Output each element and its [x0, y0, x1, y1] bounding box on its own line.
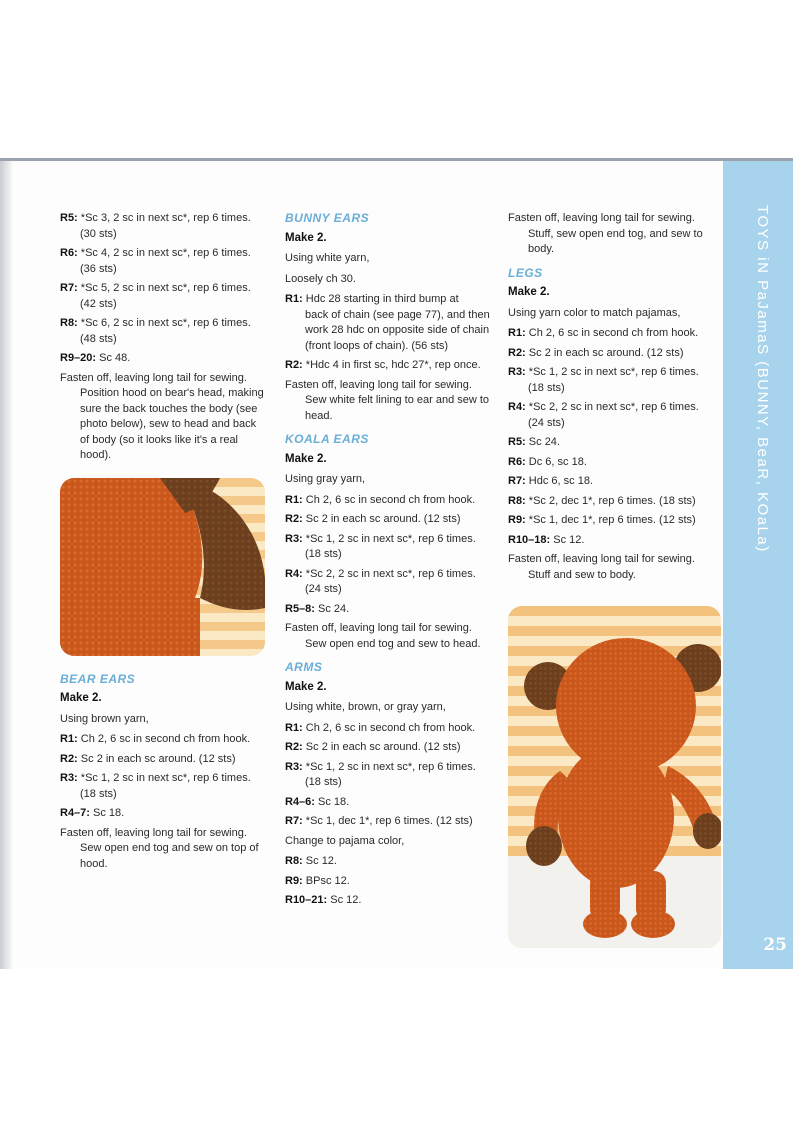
- row-continuation: (48 sts): [80, 332, 117, 345]
- arms-using: Using white, brown, or gray yarn,: [285, 701, 446, 713]
- pattern-row: [508, 326, 708, 342]
- row-label: R3:: [285, 760, 303, 773]
- row-instruction: *Sc 3, 2 sc in next sc*, rep 6 times.: [80, 212, 251, 224]
- row-continuation: (36 sts): [80, 262, 117, 275]
- hood-rows: [60, 211, 265, 367]
- row-instruction: *Sc 2, dec 1*, rep 6 times. (18 sts): [528, 494, 696, 507]
- row-instruction: *Sc 1, 2 sc in next sc*, rep 6 times.: [305, 532, 476, 545]
- pattern-row: [285, 814, 490, 830]
- row-instruction: *Sc 1, dec 1*, rep 6 times. (12 sts): [305, 815, 473, 827]
- arms-change-color: Change to pajama color,: [285, 834, 405, 847]
- pattern-row: [60, 281, 265, 312]
- row-label: R3:: [60, 772, 78, 784]
- legs-make: Make 2.: [508, 286, 550, 298]
- row-label: R5–8:: [285, 602, 315, 615]
- pattern-row: [285, 292, 490, 354]
- row-instruction: *Sc 1, dec 1*, rep 6 times. (12 sts): [528, 514, 696, 526]
- row-instruction: Sc 18.: [93, 807, 125, 819]
- bear-ears-heading: BEAR EARS: [60, 671, 136, 686]
- row-continuation: (18 sts): [528, 381, 565, 394]
- row-label: R2:: [285, 741, 303, 753]
- bear-ears-make: Make 2.: [60, 692, 102, 704]
- row-label: R6:: [508, 455, 526, 468]
- row-instruction: Sc 12.: [305, 855, 337, 867]
- koala-ears-using: Using gray yarn,: [285, 473, 366, 485]
- row-instruction: Ch 2, 6 sc in second ch from hook.: [305, 721, 476, 734]
- row-label: R2:: [285, 513, 303, 525]
- row-label: R8:: [60, 317, 78, 329]
- row-label: R4:: [508, 401, 526, 413]
- pattern-row: [508, 365, 708, 396]
- row-instruction: *Sc 6, 2 sc in next sc*, rep 6 times.: [80, 317, 251, 329]
- pattern-row: [60, 351, 265, 367]
- row-label: R1:: [285, 493, 303, 506]
- pattern-row: [285, 532, 490, 563]
- row-instruction: Sc 18.: [318, 795, 350, 808]
- pattern-row: [285, 567, 490, 598]
- column-2: [285, 211, 490, 913]
- row-instruction: Sc 2 in each sc around. (12 sts): [80, 752, 236, 765]
- arms-rows-pajama: [285, 854, 490, 909]
- row-continuation: (42 sts): [80, 297, 117, 310]
- row-continuation: back of chain (see page 77), and then work 28 hdc on opposite side of chain (front loops of chain). (56 sts): [305, 308, 490, 352]
- koala-ears-rows: [285, 493, 490, 618]
- bunny-ears-using: Using white yarn,: [285, 252, 370, 264]
- bunny-ears-rows: [285, 292, 490, 374]
- pattern-row: [285, 874, 490, 890]
- row-label: R5:: [60, 212, 78, 224]
- row-instruction: *Sc 2, 2 sc in next sc*, rep 6 times.: [528, 401, 699, 413]
- pattern-row: [285, 795, 490, 811]
- row-instruction: Hdc 28 starting in third bump at: [305, 293, 459, 305]
- row-label: R1:: [285, 293, 303, 305]
- row-label: R6:: [60, 247, 78, 259]
- row-label: R4:: [285, 567, 303, 580]
- row-label: R7:: [285, 815, 303, 827]
- koala-ears-fasten: Fasten off, leaving long tail for sewing. Sew open end tog and sew to head.: [285, 622, 481, 650]
- pattern-row: [60, 752, 265, 768]
- row-label: R2:: [60, 752, 78, 765]
- row-instruction: Sc 2 in each sc around. (12 sts): [528, 346, 684, 359]
- row-instruction: Ch 2, 6 sc in second ch from hook.: [305, 493, 476, 506]
- row-instruction: Sc 24.: [528, 436, 560, 448]
- pattern-row: [60, 211, 265, 242]
- row-instruction: Sc 2 in each sc around. (12 sts): [305, 741, 461, 753]
- pattern-row: [508, 533, 708, 549]
- legs-heading: LEGS: [508, 265, 543, 280]
- row-continuation: (18 sts): [305, 548, 342, 560]
- bunny-ears-make: Make 2.: [285, 231, 327, 244]
- hood-fasten-text: Fasten off, leaving long tail for sewing. Position hood on bear's head, making sure the back touches the body (see photo below), sew to head and back of body (so it looks like it's a real hood).: [60, 371, 264, 461]
- column-1: [60, 211, 265, 877]
- row-instruction: BPsc 12.: [305, 874, 350, 887]
- pattern-row: [60, 732, 265, 748]
- pattern-row: [508, 435, 708, 451]
- row-label: R4–7:: [60, 807, 90, 819]
- row-label: R2:: [508, 346, 526, 359]
- arms-make: Make 2.: [285, 680, 327, 693]
- pattern-row: [285, 493, 490, 509]
- pattern-row: [285, 854, 490, 870]
- pattern-row: [285, 740, 490, 756]
- row-instruction: Sc 12.: [330, 894, 362, 906]
- row-instruction: Ch 2, 6 sc in second ch from hook.: [80, 733, 251, 745]
- row-label: R7:: [60, 282, 78, 294]
- pattern-row: [60, 316, 265, 347]
- row-instruction: *Sc 1, 2 sc in next sc*, rep 6 times.: [528, 366, 699, 378]
- pattern-row: [508, 400, 708, 431]
- pattern-row: [285, 760, 490, 791]
- row-continuation: (18 sts): [305, 776, 342, 788]
- row-label: R7:: [508, 475, 526, 487]
- row-label: R8:: [285, 855, 303, 867]
- bear-back-photo: [508, 606, 721, 948]
- legs-using: Using yarn color to match pajamas,: [508, 306, 681, 319]
- row-continuation: (18 sts): [80, 787, 117, 800]
- arms-rows: [285, 721, 490, 830]
- bear-ears-using: Using brown yarn,: [60, 712, 149, 725]
- row-label: R3:: [285, 532, 303, 545]
- pattern-row: [508, 513, 708, 529]
- pattern-row: [285, 893, 490, 909]
- pattern-row: [508, 474, 708, 490]
- row-instruction: Ch 2, 6 sc in second ch from hook.: [528, 327, 699, 339]
- bunny-ears-chain: Loosely ch 30.: [285, 272, 356, 285]
- pattern-row: [508, 346, 708, 362]
- row-instruction: *Sc 2, 2 sc in next sc*, rep 6 times.: [305, 567, 476, 580]
- row-label: R8:: [508, 494, 526, 507]
- row-instruction: Sc 2 in each sc around. (12 sts): [305, 513, 461, 525]
- pattern-row: [285, 721, 490, 737]
- pattern-row: [60, 246, 265, 277]
- row-instruction: Dc 6, sc 18.: [528, 455, 587, 468]
- chapter-title: TOYS iN PaJamaS (BUNNY, BeaR, KOaLa): [754, 205, 771, 553]
- page-gutter-shadow: [0, 161, 12, 969]
- bear-ears-rows: [60, 732, 265, 822]
- row-continuation: (30 sts): [80, 227, 117, 240]
- pattern-row: [285, 512, 490, 528]
- book-page: [0, 158, 793, 969]
- row-instruction: Sc 12.: [553, 533, 585, 546]
- row-label: R2:: [285, 359, 303, 371]
- pattern-row: [508, 494, 708, 510]
- column-3: [508, 211, 708, 588]
- row-continuation: (24 sts): [305, 583, 342, 595]
- hood-detail-photo: [60, 478, 265, 656]
- koala-ears-make: Make 2.: [285, 452, 327, 465]
- chapter-band: [723, 161, 793, 969]
- row-label: R10–18:: [508, 533, 551, 546]
- row-instruction: *Sc 5, 2 sc in next sc*, rep 6 times.: [80, 282, 251, 294]
- arms-heading: ARMS: [285, 660, 323, 674]
- row-instruction: *Hdc 4 in first sc, hdc 27*, rep once.: [305, 359, 481, 371]
- row-label: R1:: [508, 327, 526, 339]
- row-instruction: Hdc 6, sc 18.: [528, 475, 593, 487]
- row-label: R1:: [60, 733, 78, 745]
- row-instruction: *Sc 1, 2 sc in next sc*, rep 6 times.: [80, 772, 251, 784]
- band-scallop-edge: [713, 161, 733, 969]
- legs-rows: [508, 326, 708, 548]
- row-instruction: Sc 48.: [99, 352, 131, 364]
- row-label: R10–21:: [285, 894, 328, 906]
- row-label: R4–6:: [285, 795, 315, 808]
- bunny-ears-heading: BUNNY EARS: [285, 211, 370, 225]
- row-instruction: *Sc 4, 2 sc in next sc*, rep 6 times.: [80, 247, 251, 259]
- pattern-row: [285, 602, 490, 618]
- legs-fasten: Fasten off, leaving long tail for sewing. Stuff and sew to body.: [508, 553, 695, 581]
- pattern-row: [508, 455, 708, 471]
- row-label: R9:: [508, 514, 526, 526]
- bear-ears-fasten: Fasten off, leaving long tail for sewing. Sew open end tog and sew on top of hood.: [60, 826, 259, 870]
- row-instruction: *Sc 1, 2 sc in next sc*, rep 6 times.: [305, 760, 476, 773]
- row-label: R9:: [285, 874, 303, 887]
- pattern-row: [60, 806, 265, 822]
- pattern-row: [60, 771, 265, 802]
- koala-ears-heading: KOALA EARS: [285, 432, 369, 446]
- bunny-ears-fasten: Fasten off, leaving long tail for sewing. Sew white felt lining to ear and sew to head.: [285, 378, 490, 422]
- arms-fasten: Fasten off, leaving long tail for sewing. Stuff, sew open end tog, and sew to body.: [508, 212, 703, 255]
- row-instruction: Sc 24.: [318, 602, 350, 615]
- page-number: 25: [763, 935, 787, 955]
- pattern-row: [285, 358, 490, 374]
- row-continuation: (24 sts): [528, 416, 565, 429]
- row-label: R3:: [508, 366, 526, 378]
- row-label: R5:: [508, 436, 526, 448]
- row-label: R1:: [285, 721, 303, 734]
- row-label: R9–20:: [60, 352, 97, 364]
